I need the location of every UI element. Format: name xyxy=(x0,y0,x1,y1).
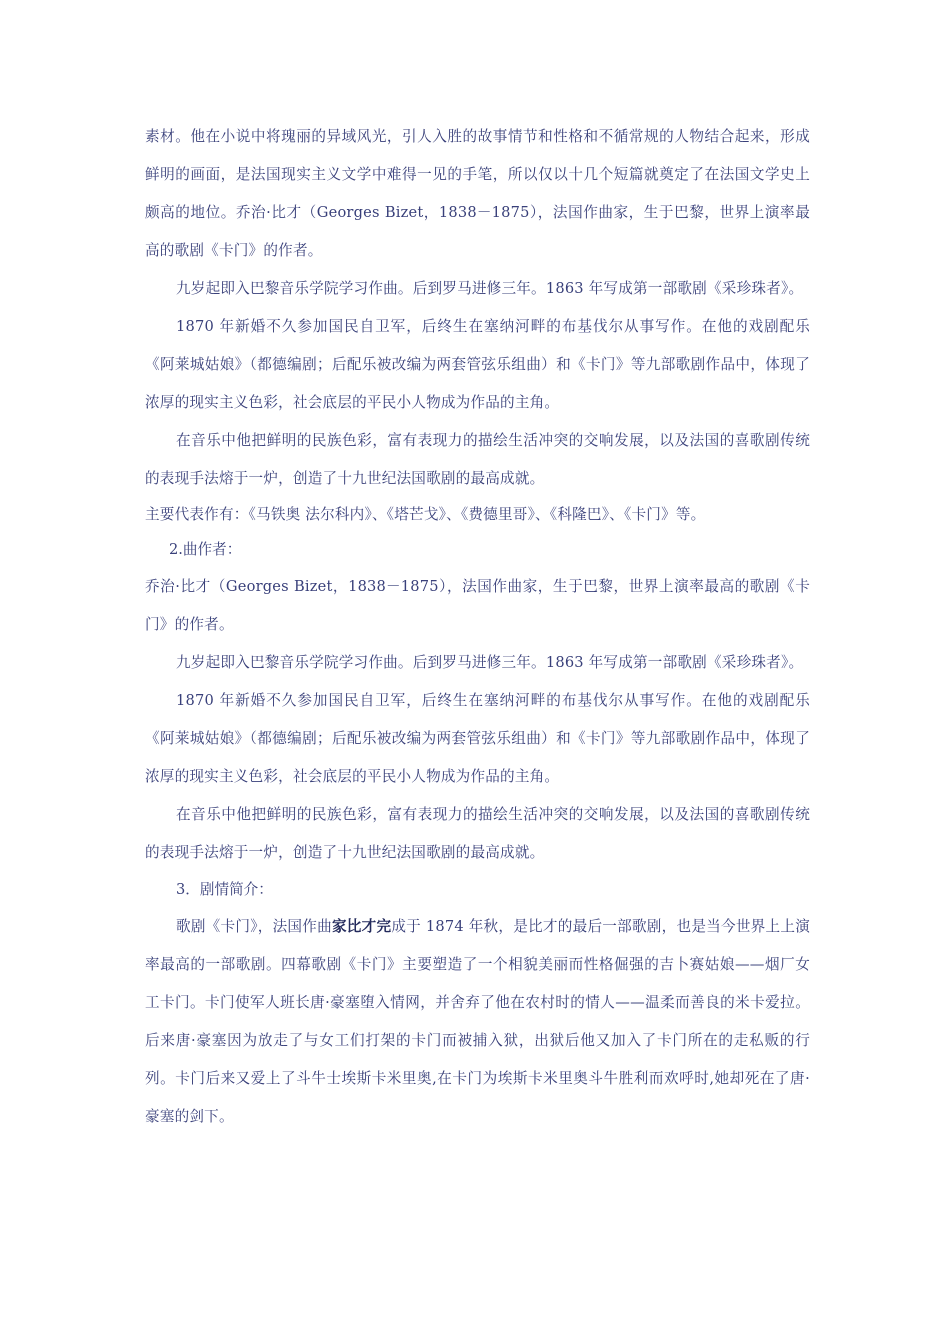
document-page xyxy=(145,118,810,1136)
paragraph-representative-works: 主要代表作有：《马铁奥 法尔科内》、《塔芒戈》、《费德里哥》、《科隆巴》、《卡门》等。 xyxy=(145,506,706,523)
paragraph-4: 在音乐中他把鲜明的民族色彩，富有表现力的描绘生活冲突的交响发展，以及法国的喜歌剧传统的表现手法熔于一炉，创造了十九世纪法国歌剧的最高成就。 xyxy=(145,432,810,487)
paragraph-7: 九岁起即入巴黎音乐学院学习作曲。后到罗马进修三年。1863 年写成第一部歌剧《采珍珠者》。 xyxy=(176,654,804,671)
section-heading-composer: 2.曲作者： xyxy=(169,541,242,558)
synopsis-text-start: 歌剧《卡门》，法国作曲 xyxy=(176,918,332,935)
paragraph-2: 九岁起即入巴黎音乐学院学习作曲。后到罗马进修三年。1863 年写成第一部歌剧《采珍珠者》。 xyxy=(176,280,804,297)
paragraph-synopsis xyxy=(145,908,810,1136)
paragraph-8: 1870 年新婚不久参加国民自卫军，后终生在塞纳河畔的布基伐尔从事写作。在他的戏剧配乐《阿莱城姑娘》（都德编剧；后配乐被改编为两套管弦乐组曲）和《卡门》等九部歌剧作品中，体现了浓厚的现实主义色彩，社会底层的平民小人物成为作品的主角。 xyxy=(145,692,810,785)
paragraph-1: 素材。他在小说中将瑰丽的异域风光，引人入胜的故事情节和性格和不循常规的人物结合起来，形成鲜明的画面，是法国现实主义文学中难得一见的手笔，所以仅以十几个短篇就奠定了在法国文学史上颇高的地位。乔治·比才（Georges Bizet，1838－1875），法国作曲家，生于巴黎，世界上演率最高的歌剧《卡门》的作者。 xyxy=(145,128,810,259)
synopsis-highlight: 家比才完 xyxy=(331,918,392,935)
paragraph-6: 乔治·比才（Georges Bizet，1838－1875），法国作曲家，生于巴黎，世界上演率最高的歌剧《卡门》的作者。 xyxy=(145,578,810,633)
synopsis-text-rest: 成于 1874 年秋，是比才的最后一部歌剧，也是当今世界上上演率最高的一部歌剧。四幕歌剧《卡门》主要塑造了一个相貌美丽而性格倔强的吉卜赛姑娘——烟厂女工卡门。卡门使军人班长唐·豪塞堕入情网，并舍弃了他在农村时的情人——温柔而善良的米卡爱拉。后来唐·豪塞因为放走了与女工们打架的卡门而被捕入狱，出狱后他又加入了卡门所在的走私贩的行列。卡门后来又爱上了斗牛士埃斯卡米里奥,在卡门为埃斯卡米里奥斗牛胜利而欢呼时,她却死在了唐·豪塞的剑下。 xyxy=(145,918,811,1125)
section-heading-synopsis: 3．剧情简介： xyxy=(176,881,273,898)
paragraph-9: 在音乐中他把鲜明的民族色彩，富有表现力的描绘生活冲突的交响发展，以及法国的喜歌剧传统的表现手法熔于一炉，创造了十九世纪法国歌剧的最高成就。 xyxy=(145,806,810,861)
paragraph-3: 1870 年新婚不久参加国民自卫军，后终生在塞纳河畔的布基伐尔从事写作。在他的戏剧配乐《阿莱城姑娘》（都德编剧；后配乐被改编为两套管弦乐组曲）和《卡门》等九部歌剧作品中，体现了浓厚的现实主义色彩，社会底层的平民小人物成为作品的主角。 xyxy=(145,318,810,411)
